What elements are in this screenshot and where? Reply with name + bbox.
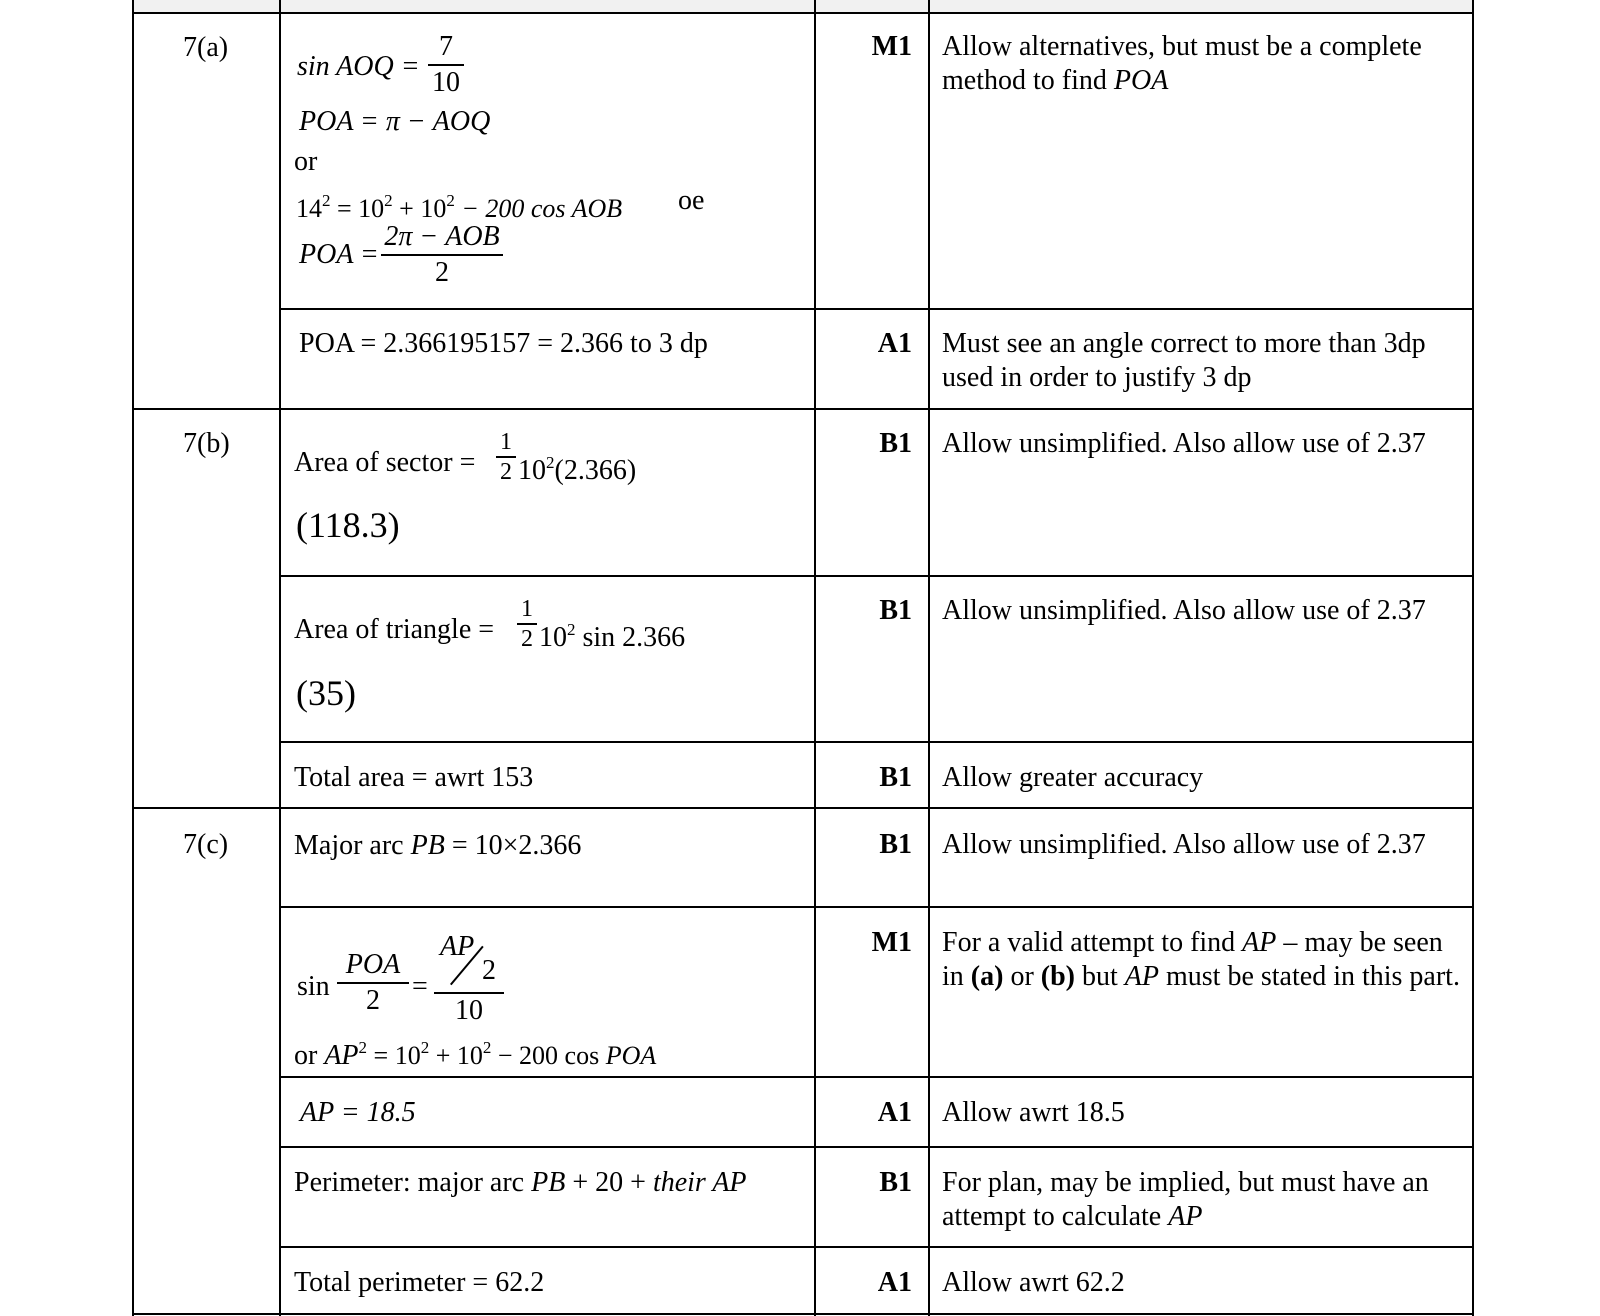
mark-code: M1 [871,927,912,958]
expr-part: 10 [518,455,546,486]
note-italic: AP [1168,1201,1203,1232]
fraction-numerator [434,932,504,990]
fraction-numerator: 7 [439,31,453,62]
expr-part: 10 [539,622,567,653]
mark-code: B1 [879,428,912,459]
fraction-bar [517,623,537,625]
row-divider [279,1146,1474,1148]
fraction-denominator: 10 [455,994,483,1026]
question-number: 7(b) [183,428,230,459]
exponent: 2 [322,191,331,210]
guidance-note: Must see an angle correct to more than 3dp used in order to justify 3 dp [942,328,1426,393]
expr-italic: PB [410,830,445,861]
expr-italic: PB [531,1167,566,1198]
row-divider [132,12,1474,14]
fraction-bar [428,64,464,66]
working-line [294,829,581,863]
fraction [517,597,537,651]
working-value: (118.3) [296,505,400,545]
fraction [428,32,464,98]
row-divider [279,308,1474,310]
expr-part: + 20 + [565,1167,653,1198]
mark-code: M1 [871,31,912,62]
expr-part: + 10 [429,1041,483,1070]
guidance-note [942,926,1462,994]
working-line: POA = π − AOQ [299,106,491,137]
fraction-denominator: 2 [435,256,449,288]
note-text: Allow alternatives, but must be a complete method to find [942,31,1422,96]
guidance-note: Allow unsimplified. Also allow use of 2.37 [942,595,1426,626]
expr-italic: POA [605,1041,657,1070]
expr-part: = 10×2.366 [444,830,582,861]
note-italic: POA [1113,65,1169,96]
working-expression [518,446,636,488]
expr-part: 14 [296,194,322,223]
fraction-bar [337,982,409,984]
row-divider [279,906,1474,908]
fraction-numerator: 1 [500,429,512,455]
guidance-note [942,1166,1462,1234]
question-number: 7(c) [183,829,229,860]
fraction [496,430,516,484]
expr-part: Major arc [294,830,411,861]
working-oe: oe [678,185,705,216]
exponent: 2 [358,1038,368,1057]
note-text: For a valid attempt to find [942,927,1243,958]
expr-italic: their AP [652,1167,747,1198]
row-divider [279,575,1474,577]
working-line [294,1031,656,1073]
fraction [337,950,409,1016]
guidance-note: Allow greater accuracy [942,762,1204,793]
expr-part: = 10 [330,194,385,223]
row-divider [132,1313,1474,1315]
guidance-note: Allow unsimplified. Also allow use of 2.37 [942,428,1426,459]
note-bold: (a) [970,961,1004,992]
working-line: Area of sector = [294,447,476,478]
fraction-denominator: 2 [500,458,512,485]
mark-code: B1 [879,829,912,860]
numerator-top: AP [440,931,475,962]
working-value: (35) [296,673,356,713]
note-italic: AP [1242,927,1277,958]
fraction-numerator: POA [345,949,401,980]
working-expression [539,613,685,655]
table-border-right [1472,0,1474,1316]
exponent: 2 [546,453,555,472]
mark-code: A1 [877,1097,912,1128]
working-sin: sin [297,971,330,1002]
guidance-note: Allow awrt 62.2 [942,1267,1125,1298]
working-equals: = [412,971,428,1002]
exponent: 2 [384,191,393,210]
guidance-note: Allow awrt 18.5 [942,1097,1125,1128]
fraction-denominator: 10 [432,66,460,98]
expr-part: sin 2.366 [575,622,686,653]
exponent: 2 [446,191,455,210]
guidance-note [942,30,1462,98]
working-line: Total area = awrt 153 [294,762,534,793]
column-divider-2 [814,0,816,1316]
fraction-denominator: 2 [366,984,380,1016]
working-line: Total perimeter = 62.2 [294,1267,545,1298]
working-line: AP = 18.5 [300,1097,416,1128]
note-bold: (b) [1040,961,1075,992]
expr-part: − 200 cos [491,1041,606,1070]
note-text: For plan, may be implied, but must have an attempt to calculate [942,1167,1429,1232]
exponent: 2 [482,1038,492,1057]
table-border-left [132,0,134,1316]
expr-part: = 10 [367,1041,421,1070]
expr-part: Perimeter: major arc [294,1167,532,1198]
row-divider [132,408,1474,410]
fraction [434,932,504,1026]
mark-code: A1 [877,1267,912,1298]
question-number: 7(a) [183,32,229,63]
mark-code: B1 [879,762,912,793]
expr-part: or [294,1040,325,1071]
note-text: or [1003,961,1041,992]
working-line: sin AOQ = [297,51,420,82]
expr-part: + 10 [392,194,447,223]
row-divider [279,741,1474,743]
exponent: 2 [567,620,576,639]
fraction-numerator: 2π − AOB [384,221,500,252]
fraction-bar [381,254,503,256]
fraction-bar [434,992,504,994]
note-text: but [1075,961,1125,992]
numerator-bottom: 2 [482,955,496,986]
fraction-denominator: 2 [521,625,533,652]
mark-code: B1 [879,1167,912,1198]
working-line [294,1166,747,1200]
working-line: POA = [299,239,379,270]
note-italic: AP [1124,961,1159,992]
column-divider-3 [928,0,930,1316]
working-line: Area of triangle = [294,614,495,645]
row-divider [279,1246,1474,1248]
exponent: 2 [420,1038,430,1057]
expr-part: − 200 cos AOB [454,194,623,223]
working-line [296,184,622,226]
working-line: POA = 2.366195157 = 2.366 to 3 dp [299,328,708,359]
row-divider [279,1076,1474,1078]
row-divider [132,807,1474,809]
guidance-note: Allow unsimplified. Also allow use of 2.37 [942,829,1426,860]
expr-italic: AP [324,1040,359,1071]
fraction [381,222,503,288]
note-text: – may be seen in [942,927,1443,992]
fraction-bar [496,456,516,458]
mark-code: A1 [877,328,912,359]
note-text: must be stated in this part. [1159,961,1460,992]
mark-code: B1 [879,595,912,626]
working-or: or [294,146,318,177]
column-divider-1 [279,0,281,1316]
fraction-numerator: 1 [521,596,533,622]
expr-part: (2.366) [554,455,637,486]
